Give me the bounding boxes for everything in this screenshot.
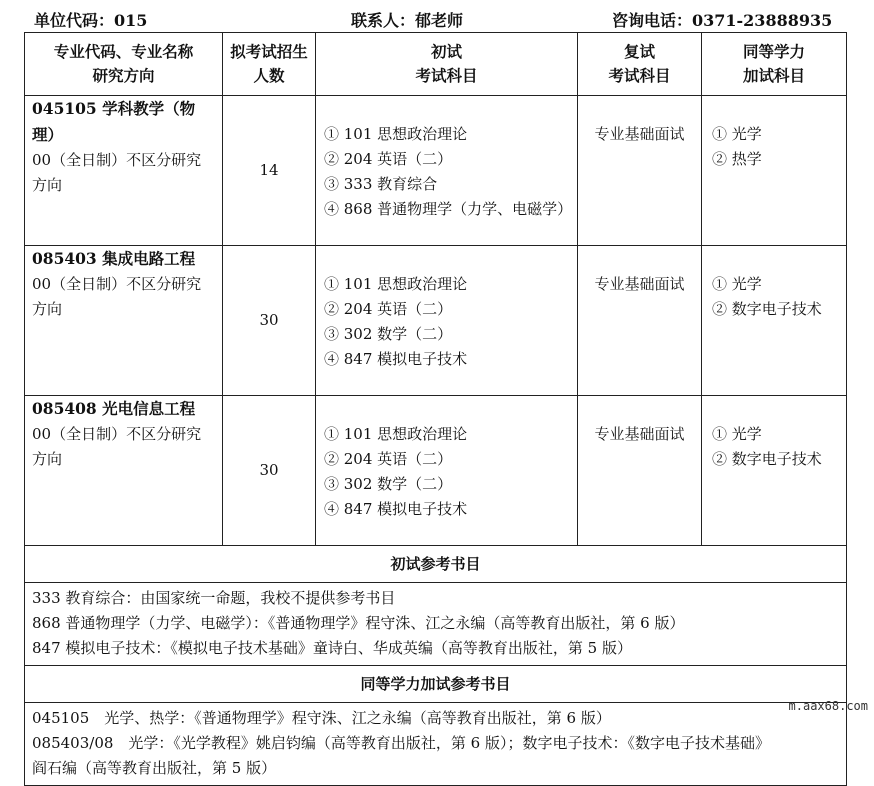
consult-phone: 咨询电话：0371-23888935: [612, 11, 833, 30]
retest-subject: 专业基础面试: [578, 96, 702, 246]
col-header-initial: 初试 考试科目: [316, 33, 578, 96]
list-item: 868 普通物理学（力学、电磁学）：《普通物理学》程守洙、江之永编（高等教育出版社，第 6 版）: [32, 614, 685, 632]
equiv-refs-row: [25, 703, 847, 786]
enroll-count: 30: [223, 396, 316, 546]
initial-subjects: ① 101 思想政治理论 ② 204 英语（二） ③ 302 数学（二） ④ 847 模拟电子技术: [316, 246, 578, 396]
equiv-refs-title-row: [25, 666, 847, 703]
enroll-count: 14: [223, 96, 316, 246]
initial-subjects: ① 101 思想政治理论 ② 204 英语（二） ③ 333 教育综合 ④ 868 普通物理学（力学、电磁学）: [316, 96, 578, 246]
additional-subjects: ① 光学 ② 数字电子技术: [702, 396, 847, 546]
major-cell: [25, 96, 223, 246]
major-direction: 00（全日制）不区分研究方向: [32, 151, 202, 194]
major-direction: 00（全日制）不区分研究方向: [32, 275, 202, 318]
initial-refs-title-row: [25, 546, 847, 583]
contact-person: 联系人：郁老师: [351, 11, 464, 30]
watermark: m.aax68.com: [788, 699, 868, 713]
col-header-equivalent: 同等学力 加试科目: [702, 33, 847, 96]
table-row: [25, 96, 847, 246]
list-item: 阎石编（高等教育出版社，第 5 版）: [32, 759, 277, 777]
table-header-row: [25, 33, 847, 96]
col-header-retest: 复试 考试科目: [578, 33, 702, 96]
retest-subject: 专业基础面试: [578, 396, 702, 546]
list-item: 333 教育综合：由国家统一命题，我校不提供参考书目: [32, 589, 396, 607]
table-row: [25, 396, 847, 546]
list-item: 847 模拟电子技术：《模拟电子技术基础》童诗白、华成英编（高等教育出版社，第 5 版）: [32, 639, 632, 657]
major-name: 085408 光电信息工程: [32, 399, 196, 418]
major-cell: [25, 396, 223, 546]
additional-subjects: ① 光学 ② 数字电子技术: [702, 246, 847, 396]
col-header-count: 拟考试招生 人数: [223, 33, 316, 96]
initial-refs-row: [25, 583, 847, 666]
retest-subject: 专业基础面试: [578, 246, 702, 396]
unit-code: 单位代码：015: [34, 11, 148, 30]
major-cell: [25, 246, 223, 396]
initial-refs-title: 初试参考书目: [25, 546, 847, 583]
enroll-count: 30: [223, 246, 316, 396]
table-row: [25, 246, 847, 396]
major-name: 085403 集成电路工程: [32, 249, 196, 268]
equiv-refs-title: 同等学力加试参考书目: [25, 666, 847, 703]
initial-refs-list: [25, 583, 847, 666]
list-item: 085403/08 光学：《光学教程》姚启钧编（高等教育出版社，第 6 版）；数字电子技术：《数字电子技术基础》: [32, 734, 770, 752]
additional-subjects: ① 光学 ② 热学: [702, 96, 847, 246]
col-header-major: 专业代码、专业名称 研究方向: [25, 33, 223, 96]
major-direction: 00（全日制）不区分研究方向: [32, 425, 202, 468]
equiv-refs-list: [25, 703, 847, 786]
major-name: 045105 学科教学（物理）: [32, 99, 196, 144]
initial-subjects: ① 101 思想政治理论 ② 204 英语（二） ③ 302 数学（二） ④ 847 模拟电子技术: [316, 396, 578, 546]
list-item: 045105 光学、热学：《普通物理学》程守洙、江之永编（高等教育出版社，第 6 版）: [32, 709, 611, 727]
admission-table: [24, 32, 847, 786]
